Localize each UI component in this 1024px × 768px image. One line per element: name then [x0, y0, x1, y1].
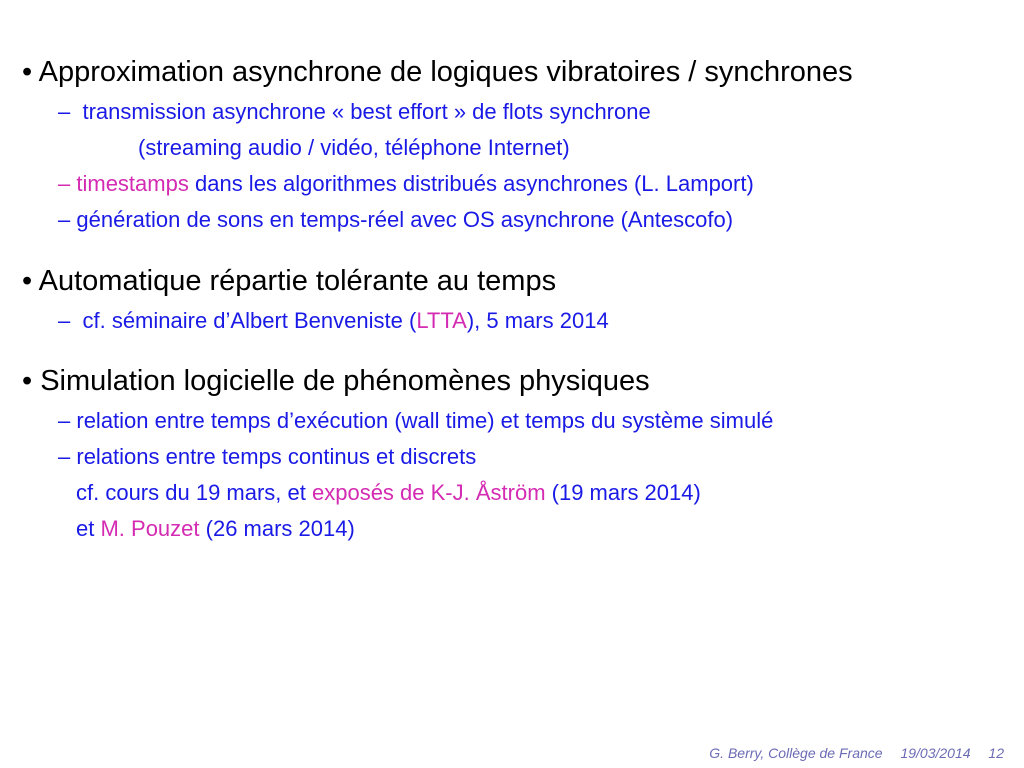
section2-sub1-pre: cf. séminaire d’Albert Benveniste (: [82, 308, 417, 333]
section1-sub1: [58, 101, 651, 123]
section3-cont2-post: (26 mars 2014): [199, 516, 355, 541]
section3-sub1: [58, 410, 773, 432]
section1-sub2: [58, 173, 754, 195]
section1-sub2-text: dans les algorithmes distribués asynchrones (L. Lamport): [194, 171, 754, 196]
section1-sub1-continuation: [138, 137, 570, 159]
section1-sub1-text: transmission asynchrone « best effort » de flots synchrone: [82, 99, 651, 124]
section1-heading-text: Approximation asynchrone de logiques vibratoires / synchrones: [38, 56, 853, 88]
section2-heading: [22, 267, 556, 296]
bullet-icon: •: [22, 56, 33, 88]
timestamps-highlight: timestamps: [76, 171, 189, 196]
slide-footer: [709, 746, 1004, 760]
section3-cont2-pre: et: [76, 516, 101, 541]
section1-heading: [22, 58, 853, 87]
section1-sub1-cont-text: (streaming audio / vidéo, téléphone Internet): [138, 135, 570, 160]
section3-cont1: [76, 482, 701, 504]
dash-icon: –: [58, 444, 71, 469]
section3-cont1-pre: cf. cours du 19 mars, et: [76, 480, 312, 505]
footer-page-number: 12: [988, 745, 1004, 761]
section2-sub1-post: ), 5 mars 2014: [466, 308, 609, 333]
section3-heading-text: Simulation logicielle de phénomènes physiques: [40, 365, 650, 397]
section3-sub2: [58, 446, 476, 468]
footer-date: 19/03/2014: [900, 745, 971, 761]
dash-icon: –: [58, 408, 71, 433]
section3-sub1-text: relation entre temps d’exécution (wall time) et temps du système simulé: [76, 408, 774, 433]
dash-icon: –: [58, 99, 71, 124]
section1-sub3: [58, 209, 733, 231]
dash-icon: –: [58, 308, 71, 333]
ltta-highlight: LTTA: [416, 308, 467, 333]
section3-cont2: [76, 518, 355, 540]
pouzet-highlight: M. Pouzet: [100, 516, 200, 541]
dash-icon: –: [58, 207, 71, 232]
dash-icon: –: [58, 171, 71, 196]
section3-sub2-text: relations entre temps continus et discrets: [76, 444, 477, 469]
bullet-icon: •: [22, 365, 33, 397]
section3-cont1-post: (19 mars 2014): [545, 480, 701, 505]
section1-sub3-text: génération de sons en temps-réel avec OS asynchrone (Antescofo): [76, 207, 734, 232]
bullet-icon: •: [22, 265, 33, 297]
footer-author: G. Berry, Collège de France: [709, 745, 883, 761]
section2-sub1: [58, 310, 609, 332]
section3-heading: [22, 367, 650, 396]
astrom-highlight: exposés de K-J. Åström: [311, 480, 546, 505]
section2-heading-text: Automatique répartie tolérante au temps: [38, 265, 557, 297]
